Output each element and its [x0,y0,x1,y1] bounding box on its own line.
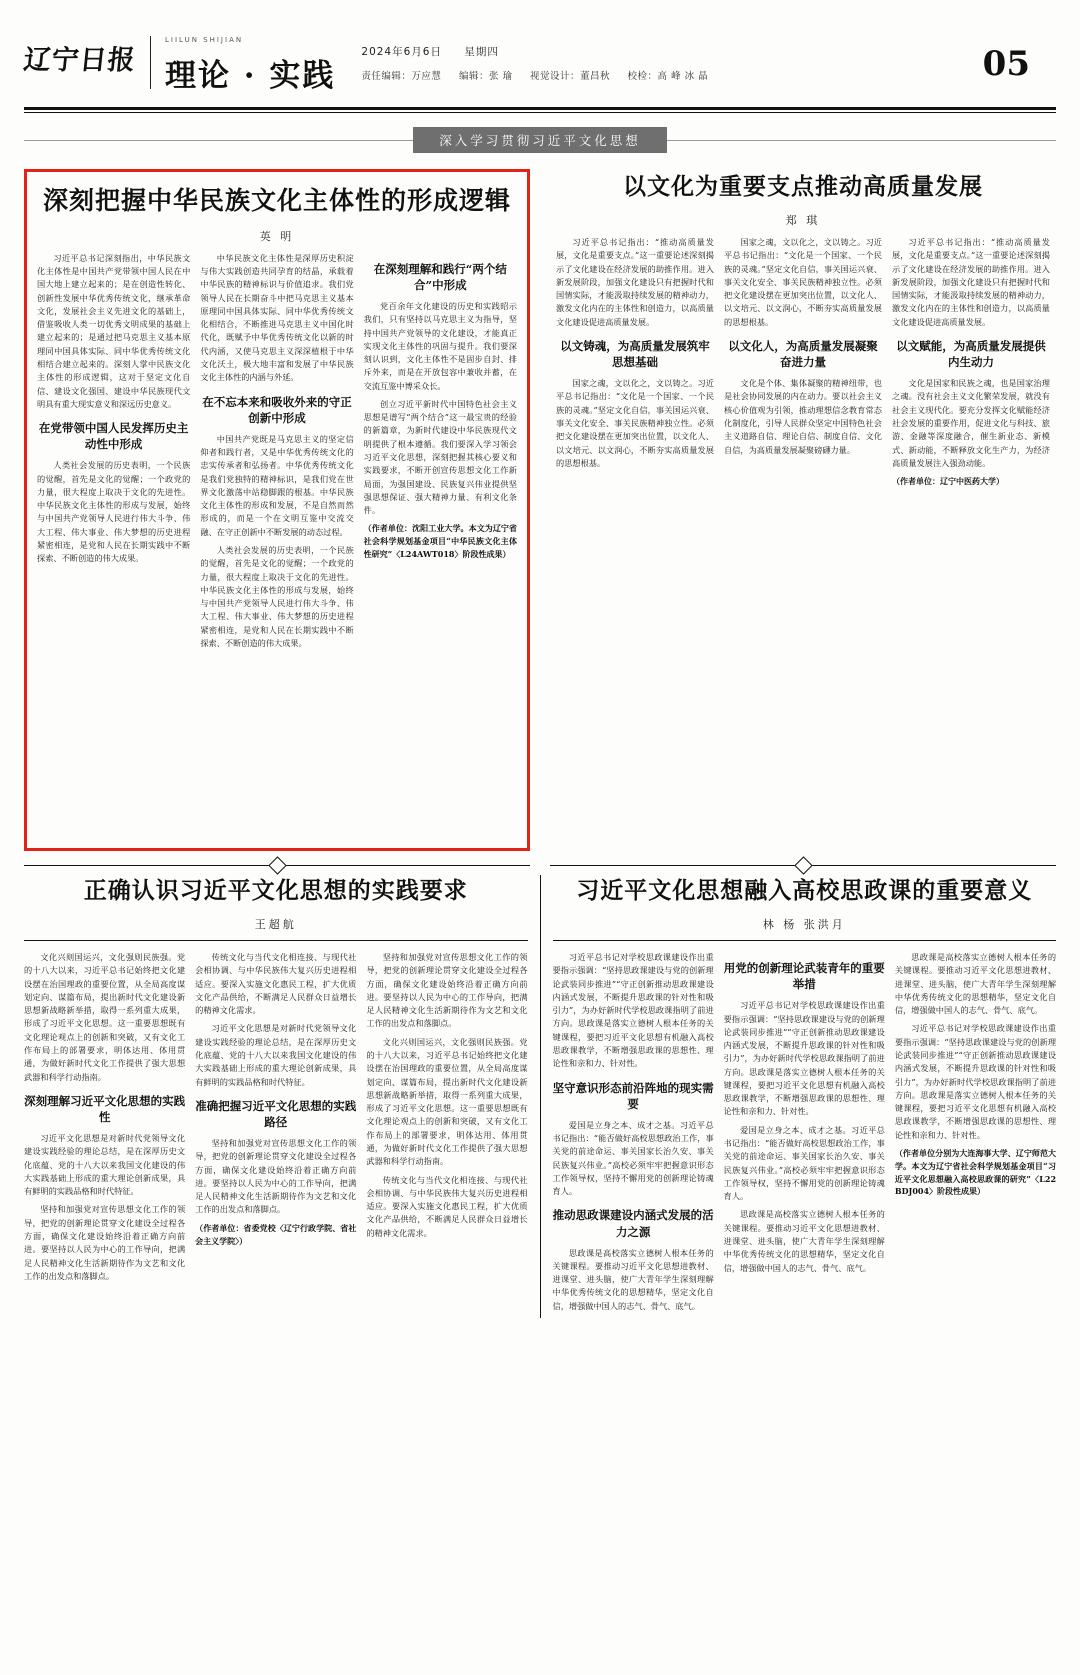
article-3-columns [24,951,528,1288]
paragraph: 文化兴则国运兴，文化强则民族强。党的十八大以来，习近平总书记始终把文化建设摆在治国理政的重要位置，从全局高度谋划定向、谋篇布局，提出新时代文化建设新思想新战略新举措，取得一系列重大成果，形成了习近平文化思想。这一重要思想既有文化理论观点上的创新和突破，又有文化工作布局上的部署要求，明体达用、体用贯通，为做好新时代文化工作提供了强大思想武器和科学行动指南。 [366,1036,528,1167]
paragraph: 文化兴则国运兴，文化强则民族强。党的十八大以来，习近平总书记始终把文化建设摆在治国理政的重要位置，从全局高度谋划定向、谋篇布局，提出新时代文化建设新思想新战略新举措，取得一系列重大成果，形成了习近平文化思想。这一重要思想既有文化理论观点上的创新和突破，又有文化工作布局上的部署要求，明体达用、体用贯通，为做好新时代文化工作提供了强大思想武器和科学行动指南。 [24,952,186,1082]
masthead-meta [361,34,722,82]
issue-weekday: 星期四 [464,46,499,58]
issue-date-line [361,44,722,59]
article-2-col-2 [724,236,882,488]
masthead-divider [150,36,151,89]
article-3-byline: 王超航 [254,918,297,932]
article-4-col-1 [553,951,714,1318]
paragraph: 思政课是高校落实立德树人根本任务的关键课程。要推动习近平文化思想进教材、进课堂、进头脑，使广大青年学生深刻理解中华优秀传统文化的思想精华，坚定文化自信，增强做中国人的志气、骨气、底气。 [723,1209,885,1273]
article-2-col-3 [892,236,1050,488]
paragraph: 中华民族文化主体性是深厚历史积淀与伟大实践创造共同孕育的结晶，承载着中华民族的精神标识与价值追求。我们党领导人民在长期奋斗中把马克思主义基本原理同中国具体实际、同中华优秀传统文化相结合，不断推进马克思主义中国化时代化，既赋予中华优秀传统文化以新的时代内涵，又使马克思主义深深植根于中华文化沃土，极大地丰富和发展了中华民族文化主体性的内涵与外延。 [200,252,354,383]
paragraph: 人类社会发展的历史表明，一个民族的觉醒，首先是文化的觉醒；一个政党的力量，很大程度上取决于文化的先进性。中华民族文化主体性的形成与发展，始终与中国共产党领导人民进行伟大斗争、伟大工程、伟大事业、伟大梦想的历史进程紧密相连，是党和人民在长期实践中不断探索、不断创造的伟大成果。 [37,460,191,564]
paragraph: 习近平总书记指出：“推动高质量发展，文化是重要支点。”这一重要论述深刻揭示了文化建设在经济发展的助推作用。进入新发展阶段，加强文化建设只有把握时代和国情实际，才能汲取持续发展的精神动力，激发文化内在的主体性和创造力，以高质量文化建设促进高质量发展。 [892,237,1050,327]
lower-articles [24,875,1056,1318]
paragraph: 国家之魂，文以化之，文以铸之。习近平总书记指出：“文化是一个国家、一个民族的灵魂。”坚定文化自信，事关国运兴衰、事关文化安全、事关民族精神独立性。必须把文化建设摆在更加突出位置，以文化人、以文培元、以文润心，不断夯实高质量发展的思想根基。 [556,378,714,468]
paragraph: 文化是国家和民族之魂，也是国家治理之魂。没有社会主义文化繁荣发展，就没有社会主义现代化。要充分发挥文化赋能经济社会发展的重要作用，促进文化与科技、旅游、金融等深度融合，催生新业态、新模式、新动能，不断释放文化生产力，为经济高质量发展注入强劲动能。 [892,378,1050,468]
section-divider-row [24,851,1056,873]
article-2-subhead-3: 以文赋能，为高质量发展提供内生动力 [896,339,1046,370]
article-1-col-1 [37,252,190,656]
article-3-col-3 [366,951,527,1288]
article-4-col-2 [724,951,885,1318]
paragraph: 坚持和加强党对宣传思想文化工作的领导，把党的创新理论贯穿文化建设全过程各方面，确保文化建设始终沿着正确方向前进。要坚持以人民为中心的工作导向，把满足人民精神文化生活新期待作为文艺和文化工作的出发点和落脚点。 [195,1138,357,1215]
article-2-wrapper [540,169,1056,851]
paragraph: 习近平总书记对学校思政课建设作出重要指示强调：“坚持思政课建设与党的创新理论武装同步推进”“守正创新推动思政课建设内涵式发展，不断提升思政课的针对性和吸引力”，为办好新时代学校思政课指明了前进方向。思政课是落实立德树人根本任务的关键课程，要把习近平文化思想有机融入高校思政课教学，不断增强思政课的思想性、理论性和亲和力、针对性。 [723,1000,885,1117]
credit-designer: 视觉设计：董昌秋 [530,71,611,82]
article-4-byline: 林 杨 张洪月 [762,918,846,932]
paragraph: 习近平文化思想是对新时代党领导文化建设实践经验的理论总结，是在深厚历史文化底蕴、党的十八大以来我国文化建设的伟大实践基础上形成的重大理论创新成果，具有鲜明的实践品格和时代特征。 [24,1133,186,1197]
banner-line-right [667,140,1056,141]
article-4-subhead-2: 坚守意识形态前沿阵地的现实需要 [552,1080,714,1111]
paragraph: 思政课是高校落实立德树人根本任务的关键课程。要推动习近平文化思想进教材、进课堂、进头脑，使广大青年学生深刻理解中华优秀传统文化的思想精华，坚定文化自信，增强做中国人的志气、骨气、底气。 [552,1247,714,1311]
masthead-credits [361,68,722,82]
paragraph: 习近平总书记对学校思政课建设作出重要指示强调：“坚持思政课建设与党的创新理论武装同步推进”“守正创新推动思政课建设内涵式发展，不断提升思政课的针对性和吸引力”，为办好新时代学校思政课指明了前进方向。思政课是落实立德树人根本任务的关键课程，要把习近平文化思想有机融入高校思政课教学，不断增强思政课的思想性、理论性和亲和力、针对性。 [552,952,714,1069]
section-pinyin: LIILUN SHIJIAN [165,36,244,44]
section-block [165,34,335,95]
divider-right [550,857,1056,873]
divider-left [24,857,530,873]
paragraph: 坚持和加强党对宣传思想文化工作的领导，把党的创新理论贯穿文化建设全过程各方面，确保文化建设始终沿着正确方向前进。要坚持以人民为中心的工作导向，把满足人民精神文化生活新期待作为文艺和文化工作的出发点和落脚点。 [24,1204,186,1281]
article-4-col-3 [895,951,1056,1318]
page-number: 05 [982,44,1030,84]
divider-left-wrap [24,851,540,873]
article-1-subhead-2: 在不忘本来和吸收外来的守正创新中形成 [202,394,352,425]
paragraph: 思政课是高校落实立德树人根本任务的关键课程。要推动习近平文化思想进教材、进课堂、进头脑，使广大青年学生深刻理解中华优秀传统文化的思想精华，坚定文化自信，增强做中国人的志气、骨气、底气。 [894,952,1057,1016]
article-4-title: 习近平文化思想融入高校思政课的重要意义 [576,877,1033,904]
article-1-subhead-3: 在深刻理解和践行“两个结合”中形成 [373,261,507,292]
article-3-subhead-2: 准确把握习近平文化思想的实践路径 [195,1098,357,1129]
article-2 [550,169,1056,851]
paragraph: 传统文化与当代文化相连接、与现代社会相协调、与中华民族伟大复兴历史进程相适应。要深入实施文化惠民工程，扩大优质文化产品供给，不断满足人民群众日益增长的精神文化需求。 [195,952,357,1016]
masthead-rule-thick [24,107,1056,110]
article-1-subhead-1: 在党带领中国人民发挥历史主动性中形成 [38,421,189,452]
upper-articles [24,169,1056,851]
paragraph: 传统文化与当代文化相连接、与现代社会相协调、与中华民族伟大复兴历史进程相适应。要深入实施文化惠民工程，扩大优质文化产品供给，不断满足人民群众日益增长的精神文化需求。 [366,1174,528,1238]
paragraph: 爱国是立身之本、成才之基。习近平总书记指出：“能否做好高校思想政治工作，事关党的前途命运、事关国家长治久安、事关民族复兴伟业。”高校必须牢牢把握意识形态工作领导权，坚持不懈用党的创新理论铸魂育人。 [723,1124,885,1202]
paragraph: 中国共产党既是马克思主义的坚定信仰者和践行者，又是中华优秀传统文化的忠实传承者和弘扬者。中华优秀传统文化是我们党独特的精神标识，是我们党在世界文化激荡中站稳脚跟的根基。中华民族文化主体性的形成和发展，不是自然而然形成的，而是一个在文明互鉴中交流交融、在守正创新中不断发展的动态过程。 [200,433,354,537]
article-4-credit: （作者单位分别为大连海事大学、辽宁师范大学。本文为辽宁省社会科学规划基金项目“习近平文化思想融入高校思政课的研究”〈L22BDJ004〉阶段性成果） [894,1147,1057,1197]
article-1-title: 深刻把握中华民族文化主体性的形成逻辑 [42,186,511,215]
article-4-subhead-3: 推动思政课建设内涵式发展的活力之源 [552,1208,714,1239]
paragraph: 习近平文化思想是对新时代党领导文化建设实践经验的理论总结，是在深厚历史文化底蕴、党的十八大以来我国文化建设的伟大实践基础上形成的重大理论创新成果，具有鲜明的实践品格和时代特征。 [195,1023,357,1087]
issue-date: 2024年6月6日 [361,46,442,58]
article-1 [24,169,530,851]
paragraph: 党百余年文化建设的历史和实践昭示我们，只有坚持以马克思主义为指导，坚持中国共产党领导的文化建设，才能真正实现文化主体性的巩固与提升。我们要深刻认识到，文化主体性不是固步自封、排斥外来，而是在开放包容中兼收并蓄，在交流互鉴中博采众长。 [363,300,517,391]
article-2-col-1 [556,236,714,488]
topic-banner [24,127,1056,153]
paragraph: 文化是个体、集体凝聚的精神纽带，也是社会协同发展的内在动力。要以社会主义核心价值观为引领，推动理想信念教育常态化制度化，引导人民群众坚定中国特色社会主义道路自信、理论自信、制度自信、文化自信，为高质量发展凝聚磅礴力量。 [724,378,882,455]
credit-editor: 责任编辑：万应慧 [361,71,442,82]
article-4-subhead-1: 用党的创新理论武装青年的重要举措 [723,961,885,992]
article-2-title: 以文化为重要支点推动高质量发展 [623,173,983,200]
banner-label: 深入学习贯彻习近平文化思想 [413,127,667,153]
paper-name: 辽宁日报 [22,45,138,76]
paragraph: 人类社会发展的历史表明，一个民族的觉醒，首先是文化的觉醒；一个政党的力量，很大程度上取决于文化的先进性。中华民族文化主体性的形成与发展，始终与中国共产党领导人民进行伟大斗争、伟大工程、伟大事业、伟大梦想的历史进程紧密相连，是党和人民在长期实践中不断探索、不断创造的伟大成果。 [200,545,354,648]
article-3-wrapper [24,875,540,1318]
article-1-col-3 [364,252,517,656]
article-2-columns [556,236,1050,488]
paragraph: 习近平总书记深刻指出，中华民族文化主体性是中国共产党带领中国人民在中国大地上建立起来的；是在创造性转化、创新性发展中华优秀传统文化，继承革命文化，发展社会主义先进文化的基础上，借鉴吸收人类一切优秀文明成果的基础上建立起来的；是通过把马克思主义基本原理同中国具体实际、同中华优秀传统文化相结合建立起来的。深刻人掌中民族文化主体性的形成逻辑，这对于坚定文化自信、建设文化强国、建设中华民族现代文明具有重大现实意义和深远历史意义。 [37,252,191,409]
article-1-byline: 英 明 [259,229,295,243]
paragraph: 习近平总书记指出：“推动高质量发展，文化是重要支点。”这一重要论述深刻揭示了文化建设在经济发展的助推作用。进入新发展阶段，加强文化建设只有把握时代和国情实际，才能汲取持续发展的精神动力，激发文化内在的主体性和创造力，以高质量文化建设促进高质量发展。 [556,237,714,327]
article-1-credit: （作者单位：沈阳工业大学。本文为辽宁省社会科学规划基金项目“中华民族文化主体性研究”〈L24AWT018〉阶段性成果） [363,523,517,560]
article-3-title: 正确认识习近平文化思想的实践要求 [83,877,468,904]
article-3-rule [24,940,528,941]
article-1-wrapper [24,169,540,851]
section-title: 理论 · 实践 [165,58,336,94]
paragraph: 坚持和加强党对宣传思想文化工作的领导，把党的创新理论贯穿文化建设全过程各方面，确保文化建设始终沿着正确方向前进。要坚持以人民为中心的工作导向，把满足人民精神文化生活新期待作为文艺和文化工作的出发点和落脚点。 [366,952,528,1029]
article-3-subhead-1: 深刻理解习近平文化思想的实践性 [24,1093,186,1124]
article-3-credit: （作者单位：省委党校〈辽宁行政学院、省社会主义学院〉） [195,1222,357,1246]
paper-logo [24,34,144,77]
masthead [24,0,1056,95]
article-4-rule [553,940,1057,941]
credit-sub-editor: 编辑：张 瑜 [458,71,513,82]
article-2-byline: 郑 琪 [785,214,821,228]
credit-proofreader: 校检：高 峰 冰 晶 [627,71,709,82]
paragraph: 爱国是立身之本、成才之基。习近平总书记指出：“能否做好高校思想政治工作，事关党的前途命运、事关国家长治久安、事关民族复兴伟业。”高校必须牢牢把握意识形态工作领导权，坚持不懈用党的创新理论铸魂育人。 [552,1119,714,1197]
paragraph: 习近平总书记对学校思政课建设作出重要指示强调：“坚持思政课建设与党的创新理论武装同步推进”“守正创新推动思政课建设内涵式发展，不断提升思政课的针对性和吸引力”，为办好新时代学校思政课指明了前进方向。思政课是落实立德树人根本任务的关键课程，要把习近平文化思想有机融入高校思政课教学，不断增强思政课的思想性、理论性和亲和力、针对性。 [894,1023,1057,1140]
article-2-subhead-2: 以文化人，为高质量发展凝聚奋进力量 [728,339,878,370]
article-2-subhead-1: 以文铸魂，为高质量发展筑牢思想基础 [560,339,710,370]
divider-right-wrap [540,851,1056,873]
article-3-col-1 [24,951,185,1288]
article-3-col-2 [195,951,356,1288]
masthead-rule-thin [24,112,1056,113]
article-4-wrapper [541,875,1057,1318]
paragraph: 国家之魂，文以化之，文以铸之。习近平总书记指出：“文化是一个国家、一个民族的灵魂。”坚定文化自信，事关国运兴衰、事关文化安全、事关民族精神独立性。必须把文化建设摆在更加突出位置，以文化人、以文培元、以文润心，不断夯实高质量发展的思想根基。 [724,237,882,327]
article-4-columns [553,951,1057,1318]
article-1-columns [37,252,517,656]
article-1-col-2 [200,252,353,656]
paragraph: 创立习近平新时代中国特色社会主义思想是谱写“两个结合”这一最宝贵的经验的新篇章，为新时代建设中华民族现代文明提供了根本遵循。我们要深入学习领会习近平文化思想，深刻把握其核心要义和实践要求，不断开创宣传思想文化工作新局面，为强国建设、民族复兴伟业提供坚强思想保证、强大精神力量、有利文化条件。 [363,398,517,516]
article-2-credit: （作者单位：辽宁中医药大学） [892,476,1004,487]
banner-line-left [24,140,413,141]
